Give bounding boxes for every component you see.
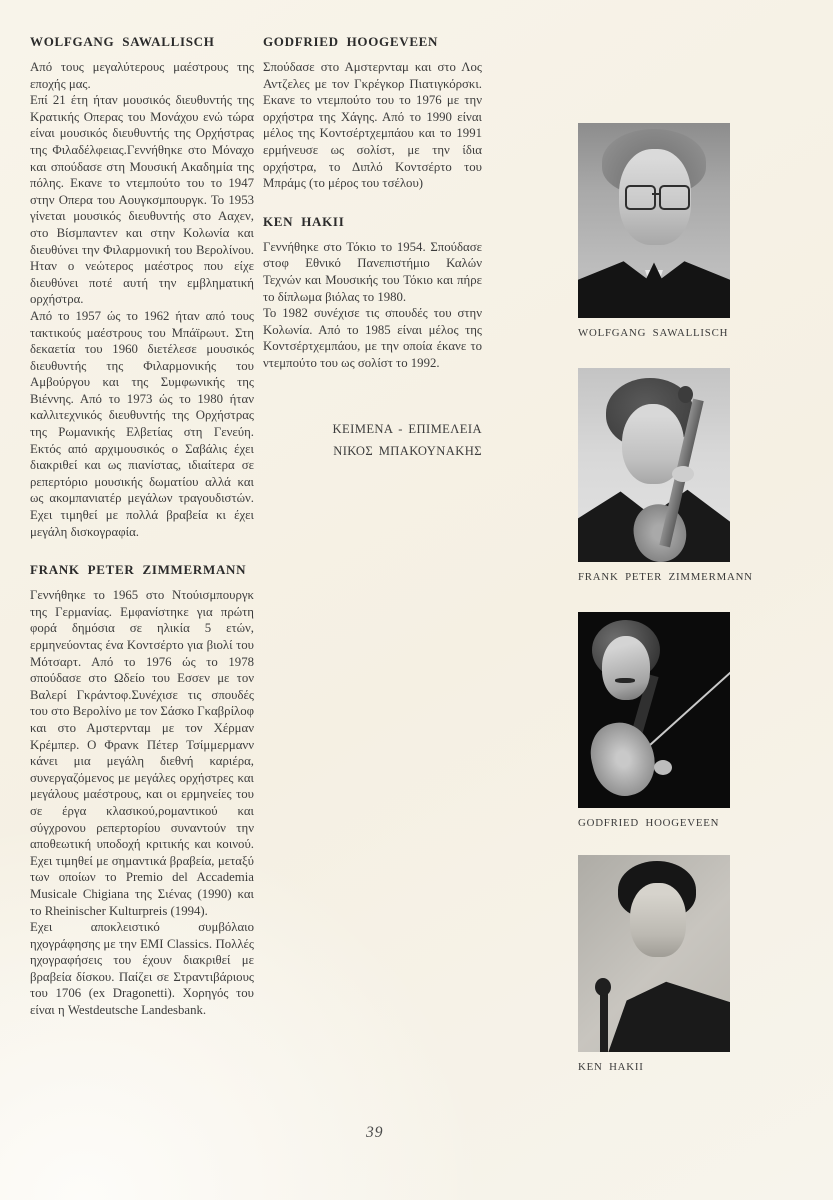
article-paragraph: Σπούδασε στο Αμστερνταμ και στο Λος Αντζελες με τον Γκρέγκορ Πιατιγκόρσκι. Εκανε το ντεμπούτο του το 1976 με την ορχήστρα της Χάγης. Από το 1990 είναι μέλος της Κοντσέρτχεμπάου και το 1991 ερμήνευσε ως σολίστ, με την ίδια ορχήστρα, το Διπλό Κοντσέρτο του Μπράμς (το μέρος του τσέλου) [263, 60, 482, 191]
portrait-face [630, 883, 686, 957]
hakii-photo [578, 855, 730, 1052]
page-number: 39 [366, 1124, 384, 1141]
portrait-mustache [615, 678, 635, 683]
article-paragraph: Το 1982 συνέχισε τις σπουδές του στην Κολωνία. Από το 1985 είναι μέλος της Κοντσέρτχεμπάου, με την οποία έκανε το ντεμπούτο του ως σολίστ το 1992. [263, 306, 482, 370]
article-paragraph: Γεννήθηκε στο Τόκιο το 1954. Σπούδασε στοφ Εθνικό Πανεπιστήμιο Καλών Τεχνών και Μουσικής του Τόκιο και πήρε το δίπλωμα βιόλας το 1980. [263, 239, 482, 304]
left-text-column [30, 34, 254, 1019]
portrait-face [602, 636, 650, 700]
credits-block [263, 418, 482, 462]
photo-caption-hoogeveen: GODFRIED HOOGEVEEN [578, 817, 720, 829]
article-heading-sawallisch: WOLFGANG SAWALLISCH [30, 34, 215, 49]
sawallisch-photo [578, 123, 730, 318]
article-paragraph: Από το 1957 ώς το 1962 ήταν από τους τακτικούς μαέστρους του Μπάϊρωυτ. Στη δεκαετία του 1960 διετέλεσε μουσικός διευθυντής της Φιλαρμονικής του Αμβούργου και της Συμφωνικής της Βιέννης. Από το 1973 ώς το 1980 ήταν καλλιτεχνικός διευθυντής της Ορχήστρας της Ρωμανικής Ελβετίας στη Γενεύη. Εκτός από αρχιμουσικός ο Σαβάλις έχει διακριθεί και ως πιανίστας, ιδιαίτερα σε ρεπερτόριο μουσικής δωματίου αλλά και ως ακομπανιατέρ μεγάλων τραγουδιστών. Εχει τιμηθεί με πολλά βραβεία κι έχει μεγάλη δισκογραφία. [30, 308, 254, 539]
cello-neck-silhouette [600, 990, 608, 1052]
photo-caption-zimmermann: FRANK PETER ZIMMERMANN [578, 571, 753, 583]
article-heading-hakii: KEN HAKII [263, 213, 345, 229]
photo-figure-zimmermann [578, 368, 753, 583]
glasses-right-lens [659, 185, 690, 210]
article-heading-hoogeveen: GODFRIED HOOGEVEEN [263, 34, 439, 49]
article-paragraph: Επί 21 έτη ήταν μουσικός διευθυντής της Κρατικής Οπερας του Μονάχου ενώ τώρα είναι μουσικός διευθυντής της Ορχήστρας της Φιλαδέλφειας.Γεννήθηκε στο Μόναχο και σπούδασε στη Μουσική Ακαδημία της πόλης. Εκανε το ντεμπούτο του το 1947 στην Οπερα του Αουγκσμπουργκ. Το 1953 γίνεται μουσικός διευθυντής στο Ααχεν, στο Βίσμπαντεν και στην Κολωνία και διευθύνει την Φιλαρμονική του Βερολίνου. Ηταν ο νεώτερος μαέστρος που είχε διευθύνει ποτέ αυτή την εμβληματική ορχήστρα. [30, 93, 254, 307]
photo-caption-sawallisch: WOLFGANG SAWALLISCH [578, 327, 729, 339]
photo-figure-hakii [578, 855, 730, 1073]
article-sawallisch [30, 34, 254, 540]
violin-scroll [678, 386, 693, 403]
portrait-hand [672, 466, 694, 482]
photo-caption-hakii: KEN HAKII [578, 1061, 644, 1073]
credits-line-2: ΝΙΚΟΣ ΜΠΑΚΟΥΝΑΚΗΣ [333, 443, 482, 458]
photo-figure-hoogeveen [578, 612, 730, 829]
middle-text-column [263, 34, 482, 462]
article-zimmermann [30, 562, 254, 1018]
article-hakii [263, 214, 482, 372]
portrait-hand [654, 760, 672, 775]
article-heading-zimmermann: FRANK PETER ZIMMERMANN [30, 562, 247, 578]
photo-figure-sawallisch [578, 123, 730, 339]
article-paragraph: Γεννήθηκε το 1965 στο Ντούισμπουργκ της Γερμανίας. Εμφανίστηκε για πρώτη φορά δημόσια σε ηλικία 5 ετών, ερμηνεύοντας ένα Κοντσέρτο για βιολί του Μότσαρτ. Από το 1976 ώς το 1978 σπούδασε στο Ωδείο του Εσσεν με τον Βαλερί Γκράντοφ.Συνέχισε τις σπουδές του στο Βερολίνο με τον Σάσκο Γκαβρίλοφ και στο Αμστερνταμ με τον Χέρμαν Κρέμπερ. Ο Φρανκ Πέτερ Τσίμμερμανν κάνει μια μεγάλη διεθνή καριέρα, συνεργαζόμενος με μεγάλες ορχήστρες και μεγάλους μαέστρους, και οι ερμηνείες του σε έργα κλασικού,ρομαντικού και σύγχρονου ρεπερτορίου συναντούν την αποθεωτική υποδοχή κριτικής και κοινού. Εχει τιμηθεί με σημαντικά βραβεία, μεταξύ των οποίων το Premio del Accademia Musicale Chigiana της Σιένας (1990) και το Rheinischer Kulturpreis (1994). [30, 588, 254, 918]
cello-scroll-silhouette [595, 978, 611, 996]
article-hoogeveen [263, 34, 482, 192]
hoogeveen-photo [578, 612, 730, 808]
article-paragraph: Εχει αποκλειστικό συμβόλαιο ηχογράφησης με την EMI Classics. Πολλές ηχογραφήσεις του έχουν διακριθεί με βραβεία δίσκου. Παίζει σε Στραντιβάριους του 1706 (ex Dragonetti). Χορηγός του είναι η Westdeutsche Landesbank. [30, 920, 254, 1018]
glasses-bridge [652, 193, 660, 195]
article-paragraph: Από τους μεγαλύτερους μαέστρους της εποχής μας. [30, 60, 254, 91]
zimmermann-photo [578, 368, 730, 562]
glasses-left-lens [625, 185, 656, 210]
credits-line-1: ΚΕΙΜΕΝΑ - ΕΠΙΜΕΛΕΙΑ [332, 421, 482, 436]
